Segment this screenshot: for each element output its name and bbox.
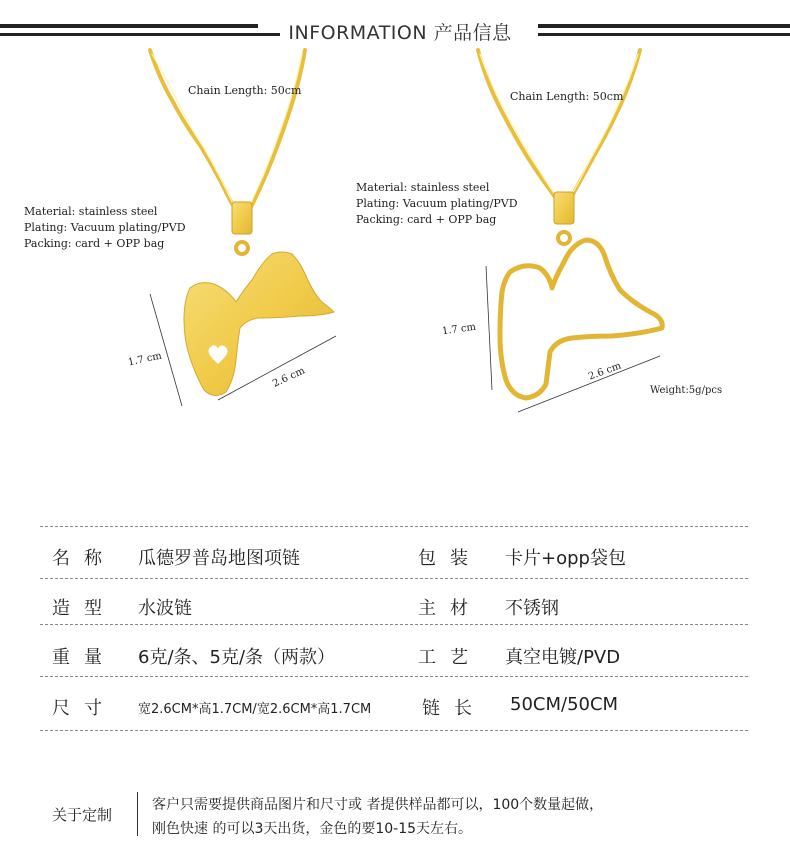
- spec-value: 6克/条、5克/条（两款）: [138, 647, 336, 668]
- left-jump-ring: [236, 242, 248, 254]
- spec-label: 重量: [52, 647, 116, 668]
- spec-label: 链长: [422, 698, 486, 719]
- header-bar-right-lower: [538, 33, 790, 36]
- customization-label: 关于定制: [52, 806, 113, 824]
- right-chain: [478, 50, 640, 198]
- spec-divider: [40, 526, 748, 527]
- left-pendant: [184, 252, 334, 396]
- spec-value: 瓜德罗普岛地图项链: [138, 548, 300, 569]
- left-material: Material: stainless steel: [24, 205, 158, 218]
- header-bar-left: [0, 24, 258, 28]
- spec-divider: [40, 624, 748, 625]
- spec-label: 包装: [418, 548, 482, 569]
- left-packing: Packing: card + OPP bag: [24, 237, 165, 250]
- spec-label: 主材: [418, 598, 482, 619]
- spec-value: 不锈钢: [505, 598, 559, 619]
- left-plating: Plating: Vacuum plating/PVD: [24, 221, 186, 234]
- customization-line-1: 客户只需要提供商品图片和尺寸或 者提供样品都可以，100个数量起做，: [152, 797, 604, 813]
- customization-divider: [137, 792, 138, 836]
- right-pendant: [500, 240, 662, 398]
- spec-value: 卡片+opp袋包: [505, 548, 626, 569]
- right-chain-length: Chain Length: 50cm: [510, 90, 624, 103]
- right-plating: Plating: Vacuum plating/PVD: [356, 197, 518, 210]
- customization-text: [152, 793, 752, 841]
- spec-value: 水波链: [138, 598, 192, 619]
- right-material: Material: stainless steel: [356, 181, 490, 194]
- right-packing: Packing: card + OPP bag: [356, 213, 497, 226]
- right-jump-ring: [558, 232, 570, 244]
- spec-divider: [40, 578, 748, 579]
- spec-value: 真空电镀/PVD: [505, 647, 621, 668]
- spec-label: 工艺: [418, 647, 482, 668]
- header-bar-right: [538, 24, 790, 28]
- spec-divider: [40, 730, 748, 731]
- right-bail: [554, 192, 574, 224]
- right-height-dimension: 1.7 cm: [441, 321, 477, 338]
- spec-label: 名称: [52, 548, 116, 569]
- left-chain-length: Chain Length: 50cm: [188, 84, 302, 97]
- spec-value: 50CM/50CM: [510, 694, 619, 715]
- spec-value: 宽2.6CM*高1.7CM/宽2.6CM*高1.7CM: [138, 702, 372, 717]
- left-bail: [232, 202, 252, 234]
- customization-line-2: 刚色快速 的可以3天出货，金色的要10-15天左右。: [152, 821, 473, 837]
- left-height-dimension: 1.7 cm: [127, 350, 163, 369]
- left-chain: [150, 50, 305, 216]
- spec-divider: [40, 676, 748, 677]
- left-width-dimension: 2.6 cm: [271, 365, 307, 390]
- header-bar-left-lower: [0, 33, 280, 36]
- header-title: INFORMATION 产品信息: [288, 22, 512, 44]
- right-width-dimension: 2.6 cm: [586, 360, 623, 383]
- right-weight: Weight:5g/pcs: [650, 385, 723, 396]
- spec-label: 尺寸: [52, 698, 116, 719]
- spec-label: 造型: [52, 598, 116, 619]
